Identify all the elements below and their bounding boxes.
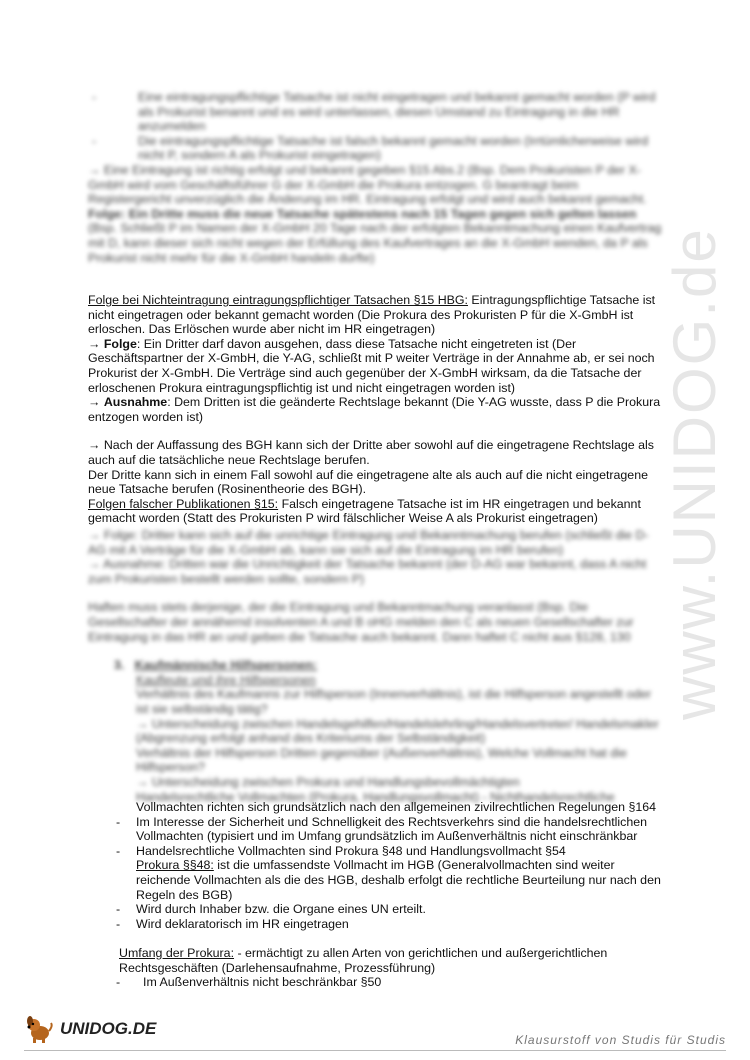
list-item: - Wird deklaratorisch im HR eingetragen <box>112 917 664 932</box>
paragraph-vollmachten-164: Vollmachten richten sich grundsätzlich nach den allgemeinen zivilrechtlichen Regelungen §164 <box>136 800 657 814</box>
paragraph-nichteintragung: Folge bei Nichteintragung eintragungspflichtiger Tatsachen §15 HBG: Eintragungspflichtige Tatsache ist nicht eingetragen oder bekannt gemacht worden (Die Prokura des Prokuristen P für die X-GmbH ist erloschen. Das Erlöschen wurde aber nicht im HR eingetragen) <box>88 293 656 337</box>
heading-falsche-publikation: Folgen falscher Publikationen §15: <box>88 496 279 511</box>
heading-prokura: Prokura §§48: <box>136 858 214 873</box>
umfang-section <box>88 946 662 990</box>
top-blurred-section <box>88 90 662 265</box>
footer-logo[interactable] <box>24 1014 156 1044</box>
blurred-bullet-2: - Die eintragungspflichtige Tatsache ist falsch bekannt gemacht worden (Irrtümlicherweise wird nicht P, sondern A als Prokurist eingetragen) <box>88 134 662 163</box>
blurred-bullet-1: - Eine eintragungspflichtige Tatsache ist nicht eingetragen und bekannt gemacht worden (P wird als Prokurist benannt und es wird unterlassen, diesen Umstand zu Eintragung in die HR anzumelden <box>88 90 662 134</box>
heading-umfang: Umfang der Prokura: <box>119 946 235 960</box>
watermark: www.UNIDOG.de <box>661 227 728 720</box>
blurred-subheading: Kaufleute und ihre Hilfspersonen <box>136 672 316 687</box>
arrow-icon: → <box>88 395 101 410</box>
arrow-icon: → <box>88 336 101 351</box>
list-item: - Handelsrechtliche Vollmachten sind Prokura §48 und Handlungsvollmacht §54 <box>112 844 664 859</box>
paragraph-prokura: Prokura §§48: ist die umfassendste Vollmacht im HGB (Generalvollmachten sind weiter reichende Vollmachten als die des HGB, deshalb erfolgt die rechtliche Beurteilung nur nach den Regeln des BGB) <box>136 858 661 902</box>
lower-section <box>112 800 664 931</box>
list-item: - Im Außenverhältnis nicht beschränkbar §50 <box>112 975 662 990</box>
paragraph-falsche-publikation: Folgen falscher Publikationen §15: Falsch eingetragene Tatsache ist im HR eingetragen und bekannt gemacht worden (Statt des Prokuristen P wird fälschlicher Weise A als Prokurist eingetragen) <box>88 496 641 526</box>
list-item: - Wird durch Inhaber bzw. die Organe eines UN erteilt. <box>112 902 664 917</box>
blurred-folge-2: → Folge: Dritter kann sich auf die unrichtige Eintragung und Bekanntmachung berufen (schließt die D-AG mit A Verträge für die X-GmbH ab, kann sie sich auf die Eintragung im HR berufen) <box>88 528 649 557</box>
list-item: - Im Interesse der Sicherheit und Schnelligkeit des Rechtsverkehrs sind die handelsrechtlichen Vollmachten (typisiert und im Umfang grundsätzlich im Außenverhältnis nicht einschränkbar <box>112 815 664 844</box>
blurred-paragraph-1: → Eine Eintragung ist richtig erfolgt und bekannt gegeben §15 Abs.2 (Bsp. Dem Prokuristen P der X-GmbH wird vom Geschäftsführer G der X-GmbH die Prokura entzogen. G beantragt beim Registergericht unverzüglich die Änderung im HR. Eintragung erfolgt und wird auch bekannt gemacht. <box>88 162 647 207</box>
logo-text: UNIDOG.DE <box>60 1019 157 1038</box>
paragraph-rosinentheorie: Der Dritte kann sich in einem Fall sowohl auf die eingetragene alte als auch auf die nicht eingetragene neue Tatsache berufen (Rosinentheorie des BGH). <box>88 467 648 497</box>
mid-blurred-section <box>88 528 662 804</box>
blurred-ausnahme-2: → Ausnahme: Dritten war die Unrichtigkeit der Tatsache bekannt (der D-AG war bekannt, dass A nicht zum Prokuristen bestellt werden sollte, sondern P) <box>88 557 647 586</box>
blurred-dash-1: Verhältnis des Kaufmanns zur Hilfsperson (Innenverhältnis), ist die Hilfsperson angestellt oder ist sie selbständig tätig? <box>136 687 652 716</box>
paragraph-bgh: → Nach der Auffassung des BGH kann sich der Dritte aber sowohl auf die eingetragene Rechtslage als auch auf die tatsächliche neue Rechtslage berufen. <box>88 438 654 467</box>
paragraph-ausnahme: → Ausnahme: Dem Dritten ist die geänderte Rechtslage bekannt (Die Y-AG wusste, dass P die Prokura entzogen worden ist) <box>88 395 661 424</box>
dog-mascot-icon <box>24 1014 54 1044</box>
paragraph-umfang: Umfang der Prokura: - ermächtigt zu allen Arten von gerichtlichen und außergerichtlichen Rechtsgeschäften (Darlehensaufnahme, Prozessführung) <box>119 946 608 975</box>
blurred-arrow-2: → Unterscheidung zwischen Prokura und Handlungsbevollmächtigten <box>136 774 520 789</box>
heading-nichteintragung: Folge bei Nichteintragung eintragungspflichtiger Tatsachen §15 HBG: <box>88 293 468 307</box>
blurred-section-heading: 3. Kaufmännische Hilfspersonen: <box>114 658 318 673</box>
blurred-haftung: Haften muss stets derjenige, der die Eintragung und Bekanntmachung veranlasst (Bsp. Die Gesellschafter der annähernd insolventen A und B oHG melden den C als neuen Gesellschafter zur Eintragung in das HR an und geben die Tatsache auch bekannt. Dann haftet C nicht aus §128, 130 <box>88 600 634 644</box>
footer-divider <box>24 1050 726 1051</box>
main-section <box>88 293 662 526</box>
blurred-paragraph-2: (Bsp. Schließt P im Namen der X-GmbH 20 Tage nach der erfolgten Bekanntmachung einen Kaufvertrag mit D, kann dieser sich nicht wegen der Erfüllung des Kaufvertrages an die X-GmbH wenden, da P als Prokurist nicht mehr für die X-GmbH handeln durfte) <box>88 221 662 265</box>
blurred-vollmachten: Handelsrechtliche Vollmachten (Prokura, Handlungsvollmacht) - Nichthandelsrechtliche <box>136 789 615 804</box>
blurred-folge-line: Folge: Ein Dritte muss die neue Tatsache spätestens nach 15 Tagen gegen sich gelten lassen <box>88 206 637 221</box>
paragraph-folge: → Folge: Ein Dritter darf davon ausgehen, dass diese Tatsache nicht eingetreten ist (Der Geschäftspartner der X-GmbH, die Y-AG, schließt mit P weiter Verträge in der Annahme ab, er sei noch Prokurist der X-GmbH. Die Verträge sind auch gegenüber der X-GmbH wirksam, da die Tatsache der erloschenen Prokura eintragungspflichtig ist und nicht eingetragen worden ist) <box>88 336 655 395</box>
blurred-arrow-1: → Unterscheidung zwischen Handelsgehilfen/Handelslehrling/Handelsvertreter/ Handelsmakler (Abgrenzung erfolgt anhand des Kriteriums der Selbständigkeit) <box>136 716 659 746</box>
blurred-dash-2: Verhältnis der Hilfsperson Dritten gegenüber (Außenverhältnis), Welche Vollmacht hat die Hilfsperson? <box>136 745 627 775</box>
footer-tagline: Klausurstoff von Studis für Studis <box>515 1033 726 1047</box>
